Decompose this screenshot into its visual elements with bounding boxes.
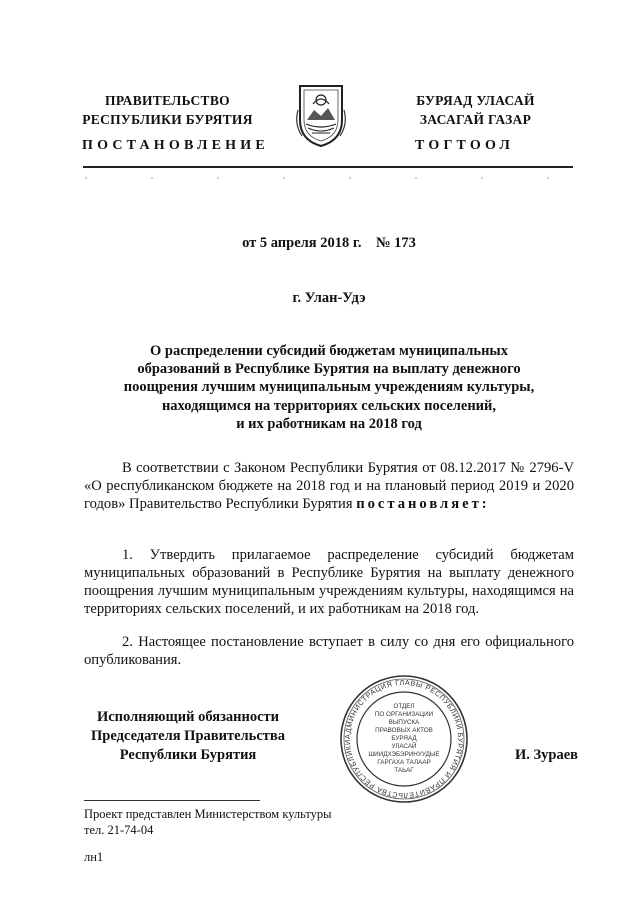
official-seal-icon: [338, 673, 470, 805]
position-line: Председателя Правительства: [91, 728, 285, 744]
header-dotted-line: [83, 176, 573, 180]
doc-type-ru: ПОСТАНОВЛЕНИЕ: [82, 138, 269, 153]
header-left-block: [70, 91, 265, 129]
seal-center-line: ШИИДХЭБЭРИНУУДЫЕ: [368, 751, 440, 758]
title-line: образований в Республике Бурятия на выплату денежного: [137, 361, 521, 378]
seal-center-line: ПО ОРГАНИЗАЦИИ: [374, 711, 434, 718]
preamble-text: В соответствии с Законом Республики Бурятия от 08.12.2017 № 2796-V «О республиканском бюджете на 2018 год и на плановый период 2019 и 2020 годов» Правительство Республики Бурятия: [84, 460, 574, 512]
paragraph-1: 1. Утвердить прилагаемое распределение субсидий бюджетам муниципальных образований в Республике Бурятия на выплату денежного поощрения лучшим муниципальным учреждениям культуры, находящимся на территориях сельских поселений, и их работникам на 2018 год.: [84, 547, 574, 617]
header-divider: [83, 166, 573, 168]
title-line: О распределении субсидий бюджетам муниципальных: [149, 343, 508, 359]
seal-center-line: БУРЯАД: [391, 735, 417, 742]
seal-center-line: ГАРГАХА ТАЛААР: [377, 759, 431, 766]
seal-center-line: ВЫПУСКА: [388, 719, 420, 726]
phone-number: тел. 21-74-04: [84, 823, 154, 837]
position-line: Республики Бурятия: [119, 747, 257, 763]
footer-divider: [84, 800, 260, 801]
seal-center-line: ОТДЕЛ: [393, 703, 415, 710]
signatory-position: [78, 708, 298, 765]
document-title: [84, 342, 574, 433]
header-right-block: [378, 91, 573, 129]
title-line: находящимся на территориях сельских поселений,: [161, 397, 497, 414]
emblem-graphic: [290, 80, 352, 148]
document-code: лн1: [84, 850, 104, 864]
date-number-line: от 5 апреля 2018 г. № 173: [242, 235, 416, 251]
signatory-name: И. Зураев: [514, 747, 578, 763]
seal-center-line: УЛАСАЙ: [391, 743, 417, 750]
republic-name-ru: РЕСПУБЛИКИ БУРЯТИЯ: [82, 112, 253, 127]
title-line: поощрения лучшим муниципальным учреждениям культуры,: [123, 379, 535, 396]
position-line: Исполняющий обязанности: [96, 709, 280, 725]
paragraph-2: 2. Настоящее постановление вступает в силу со дня его официального опубликования.: [84, 634, 574, 668]
government-name-bua: БУРЯАД УЛАСАЙ: [416, 93, 535, 108]
government-name-ru: ПРАВИТЕЛЬСТВО: [105, 93, 230, 108]
seal-ring-text: АДМИНИСТРАЦИЯ ГЛАВЫ РЕСПУБЛИКИ БУРЯТИЯ И ПРАВИТЕЛЬСТВА РЕСПУБЛИКИ: [342, 677, 466, 801]
seal-center-line: ТАЬАГ: [394, 767, 414, 774]
coat-of-arms-icon: [290, 80, 352, 148]
doc-type-bua: ТОГТООЛ: [415, 138, 515, 153]
republic-name-bua: ЗАСАГАЙ ГАЗАР: [419, 112, 532, 127]
preamble-paragraph: [84, 459, 574, 513]
decree-word: постановляет:: [356, 496, 490, 512]
city-line: г. Улан-Удэ: [292, 290, 366, 306]
footer-block: [84, 806, 384, 865]
prepared-by: Проект представлен Министерством культуры: [84, 807, 332, 821]
seal-center-line: ПРАВОВЫХ АКТОВ: [375, 727, 433, 734]
seal-graphic: [338, 673, 470, 805]
title-line: и их работникам на 2018 год: [236, 415, 422, 432]
